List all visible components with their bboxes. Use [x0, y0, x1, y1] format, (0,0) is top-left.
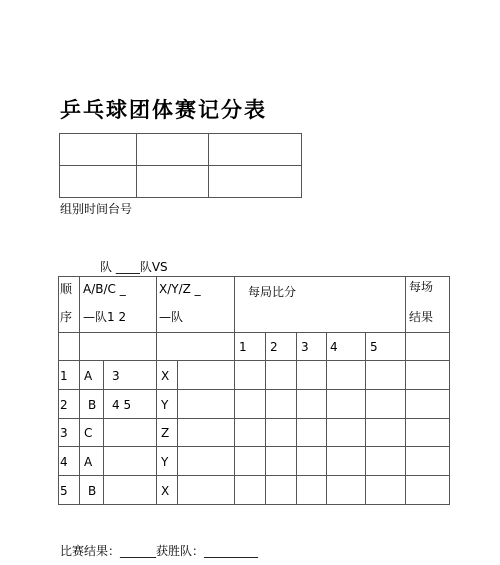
vs-line: [100, 258, 168, 275]
row-left-player: A: [84, 455, 93, 469]
game-number-2: 2: [270, 340, 278, 354]
order-header-top: 顺: [60, 282, 73, 296]
row-order: 5: [60, 484, 68, 498]
per-match-header-top: 每场: [409, 280, 434, 294]
winner-blank: _________: [204, 544, 259, 558]
row-right-player: X: [161, 484, 170, 498]
abc-header-top: A/B/C _: [83, 282, 126, 296]
game-number-4: 4: [330, 340, 338, 354]
row-left-player: A: [84, 369, 93, 383]
game-number-1: 1: [239, 340, 247, 354]
team-vs-label: 队VS: [139, 260, 168, 274]
row-left-extra: 4 5: [112, 398, 132, 412]
team-blank: ____: [115, 260, 140, 274]
page-title: 乒乓球团体赛记分表: [60, 98, 267, 122]
xyz-header-top: X/Y/Z _: [159, 282, 201, 296]
game-number-3: 3: [301, 340, 309, 354]
info-grid-divider: [60, 165, 301, 166]
match-result-label: 比赛结果：: [60, 544, 121, 558]
row-right-player: Z: [161, 426, 170, 440]
time-label: 时间: [84, 202, 109, 216]
row-order: 3: [60, 426, 68, 440]
per-game-score-header: 每局比分: [248, 285, 297, 299]
info-grid: [59, 133, 302, 198]
table-number-label: 台号: [108, 202, 133, 216]
row-left-player: B: [88, 484, 97, 498]
game-number-5: 5: [370, 340, 378, 354]
match-result-blank: ______: [120, 544, 157, 558]
winner-label: 获胜队：: [156, 544, 205, 558]
row-left-player: C: [84, 426, 93, 440]
row-right-player: X: [161, 369, 170, 383]
row-right-player: Y: [161, 398, 169, 412]
row-order: 2: [60, 398, 68, 412]
result-line: [60, 542, 258, 559]
xyz-header-bottom: —队: [159, 310, 184, 324]
row-order: 4: [60, 455, 68, 469]
abc-header-bottom: —队1 2: [83, 310, 127, 324]
info-labels: [60, 200, 132, 217]
team-suffix-label: 队: [100, 260, 113, 274]
score-table: [58, 276, 450, 505]
per-match-header-bottom: 结果: [409, 310, 434, 324]
row-right-player: Y: [161, 455, 169, 469]
row-left-player: B: [88, 398, 97, 412]
row-left-extra: 3: [112, 369, 120, 383]
order-header-bottom: 序: [60, 310, 73, 324]
row-order: 1: [60, 369, 68, 383]
group-label: 组别: [60, 202, 85, 216]
